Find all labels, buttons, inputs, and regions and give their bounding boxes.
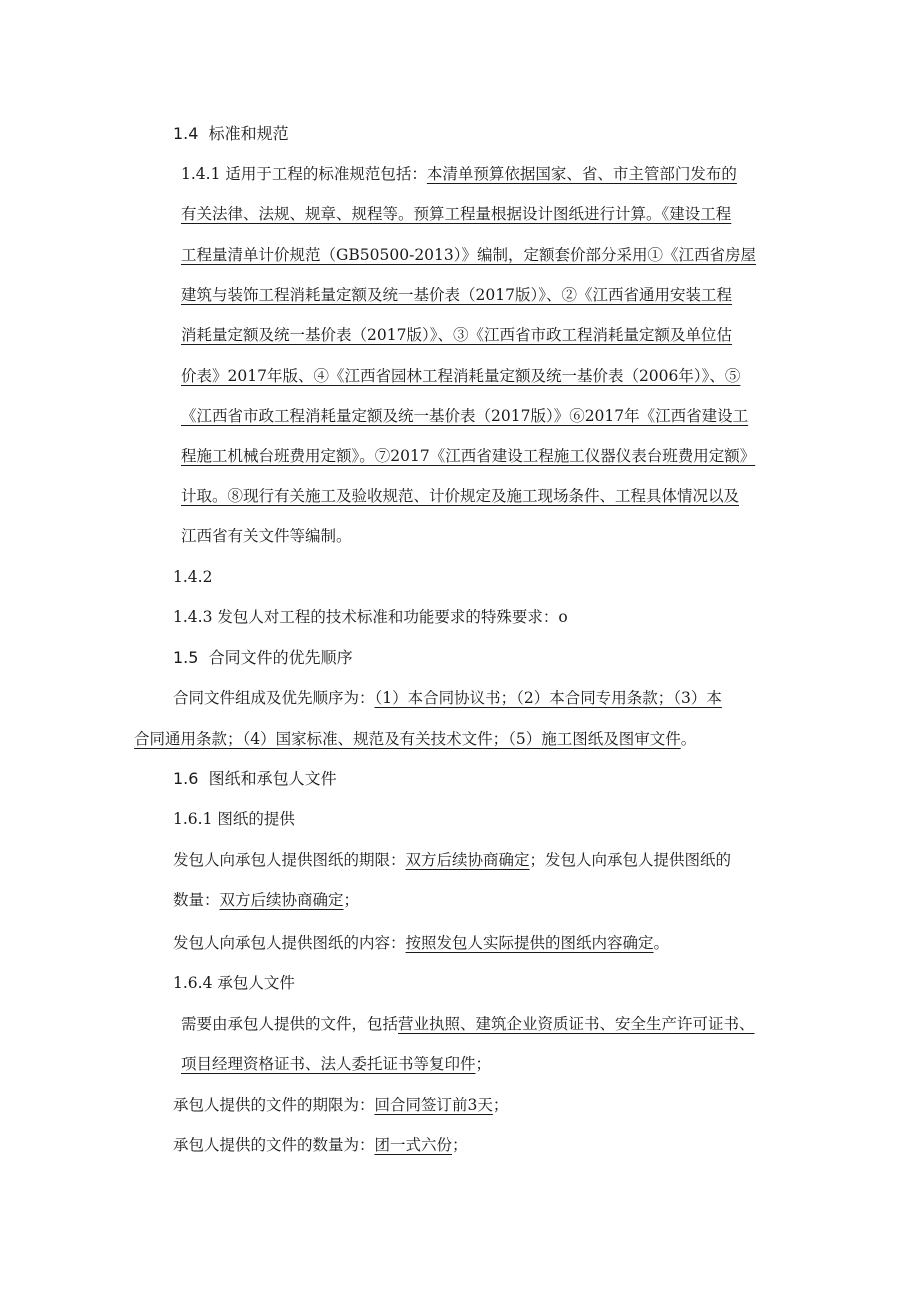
clause-1-4-1-line-2: 有关法律、法规、规章、规程等。预算工程量根据设计图纸进行计算。《建设工程 (181, 205, 732, 223)
field-punct: 。 (653, 934, 670, 952)
clause-1-4-2: 1.4.2 (173, 568, 213, 586)
clause-1-4-1-line-5: 消耗量定额及统一基价表（2017版）》、③《江西省市政工程消耗量定额及单位估 (181, 326, 732, 344)
clause-text: 合同通用条款；（4）国家标准、规范及有关技术文件；（5）施工图纸及图审文件 (134, 730, 681, 748)
contractor-docs-line-1 (181, 1013, 755, 1035)
contractor-docs-line-2 (181, 1053, 491, 1075)
field-label: 发包人向承包人提供图纸的内容： (173, 934, 406, 952)
drawings-quantity (173, 889, 359, 911)
field-label: 发包人向承包人提供图纸的期限： (173, 851, 406, 869)
field-punct: ； (343, 891, 360, 909)
clause-1-4-1-line-4: 建筑与装饰工程消耗量定额及统一基价表（2017版）》、②《江西省通用安装工程 (181, 286, 732, 304)
field-punct: ； (452, 1136, 468, 1154)
clause-1-5-line-2 (134, 728, 696, 750)
field-value: 按照发包人实际提供的图纸内容确定 (405, 934, 654, 952)
section-title: 标准和规范 (208, 124, 289, 143)
clause-1-6-4: 1.6.4 承包人文件 (173, 974, 295, 992)
field-value: 项目经理资格证书、法人委托证书等复印件 (181, 1055, 476, 1073)
clause-text: （1）本合同协议书；（2）本合同专用条款；（3）本 (374, 689, 722, 707)
clause-1-5-line-1 (173, 687, 722, 709)
field-label: 承包人提供的文件的数量为： (173, 1136, 375, 1154)
clause-label: 合同文件组成及优先顺序为： (173, 689, 375, 707)
section-title: 合同文件的优先顺序 (208, 648, 353, 667)
clause-punct: 。 (680, 730, 697, 748)
field-punct: ； (492, 1096, 509, 1114)
field-label: 数量： (173, 891, 220, 909)
clause-label: 1.4.1 适用于工程的标准规范包括： (181, 165, 427, 183)
clause-1-4-1-line-8: 程施工机械台班费用定额》。⑦2017《江西省建设工程施工仪器仪表台班费用定额》 (181, 447, 756, 465)
field-label: 承包人提供的文件的期限为： (173, 1096, 375, 1114)
field-label: ；发包人向承包人提供图纸的 (529, 851, 732, 869)
field-value: 回合同签订前3天 (374, 1096, 493, 1114)
field-value: 双方后续协商确定 (219, 891, 344, 909)
clause-1-4-1-line-9: 计取。⑧现行有关施工及验收规范、计价规定及施工现场条件、工程具体情况以及 (181, 487, 740, 505)
clause-1-6-1: 1.6.1 图纸的提供 (173, 810, 295, 828)
section-number: 1.5 (173, 648, 199, 667)
field-value: 双方后续协商确定 (405, 851, 530, 869)
clause-1-4-1-line-3: 工程量清单计价规范（GB50500-2013）》编制，定额套价部分采用①《江西省房屋 (181, 246, 757, 264)
section-heading-1-5 (173, 647, 353, 669)
field-punct: ； (475, 1055, 492, 1073)
field-value: 营业执照、建筑企业资质证书、安全生产许可证书、 (398, 1015, 755, 1033)
section-title: 图纸和承包人文件 (208, 769, 337, 788)
drawings-content (173, 932, 669, 954)
clause-1-4-1-line-10: 江西省有关文件等编制。 (181, 527, 352, 545)
section-number: 1.4 (173, 124, 199, 143)
drawings-period (173, 849, 731, 871)
contractor-docs-quantity (173, 1134, 468, 1156)
clause-1-4-1-line-6: 价表》2017年版、④《江西省园林工程消耗量定额及统一基价表（2006年）》、⑤ (181, 367, 741, 385)
field-value: 团一式六份 (374, 1136, 453, 1154)
field-label: 需要由承包人提供的文件，包括 (181, 1015, 399, 1033)
section-heading-1-4 (173, 123, 289, 145)
section-heading-1-6 (173, 768, 337, 790)
clause-1-4-1-line-7: 《江西省市政工程消耗量定额及统一基价表（2017版）》⑥2017年《江西省建设工 (181, 407, 749, 425)
clause-text: 本清单预算依据国家、省、市主管部门发布的 (426, 165, 737, 183)
clause-1-4-3: 1.4.3 发包人对工程的技术标准和功能要求的特殊要求：o (173, 608, 568, 626)
section-number: 1.6 (173, 769, 199, 788)
clause-1-4-1-line-1 (181, 163, 737, 185)
contractor-docs-period (173, 1094, 508, 1116)
